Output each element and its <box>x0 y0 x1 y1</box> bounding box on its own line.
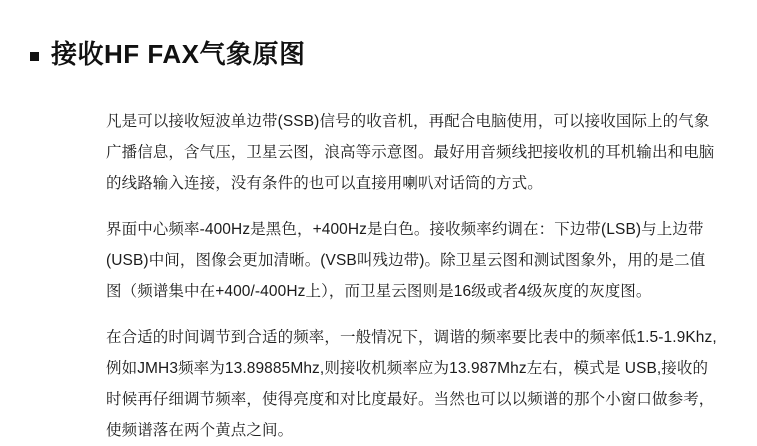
square-bullet-icon <box>30 52 39 61</box>
paragraph-1: 凡是可以接收短波单边带(SSB)信号的收音机，再配合电脑使用，可以接收国际上的气象广播信息，含气压，卫星云图，浪高等示意图。最好用音频线把接收机的耳机输出和电脑的线路输入连接，没有条件的也可以直接用喇叭对话筒的方式。 <box>106 113 715 192</box>
paragraph-2: 界面中心频率-400Hz是黑色，+400Hz是白色。接收频率约调在：下边带(LSB)与上边带(USB)中间，图像会更加清晰。(VSB叫残边带)。除卫星云图和测试图象外，用的是二值图（频谱集中在+400/-400Hz上），而卫星云图则是16级或者4级灰度的灰度图。 <box>106 221 706 300</box>
section-heading <box>30 22 729 88</box>
page-title: 接收HF FAX气象原图 <box>51 39 306 70</box>
paragraph-3: 在合适的时间调节到合适的频率，一般情况下，调谐的频率要比表中的频率低1.5-1.9Khz,例如JMH3频率为13.89885Mhz,则接收机频率应为13.987Mhz左右，模式是 USB,接收的时候再仔细调节频率，使得亮度和对比度最好。当然也可以以频谱的那个小窗口做参考，使频谱落在两个黄点之间。 <box>106 329 717 439</box>
document-body <box>106 106 719 446</box>
